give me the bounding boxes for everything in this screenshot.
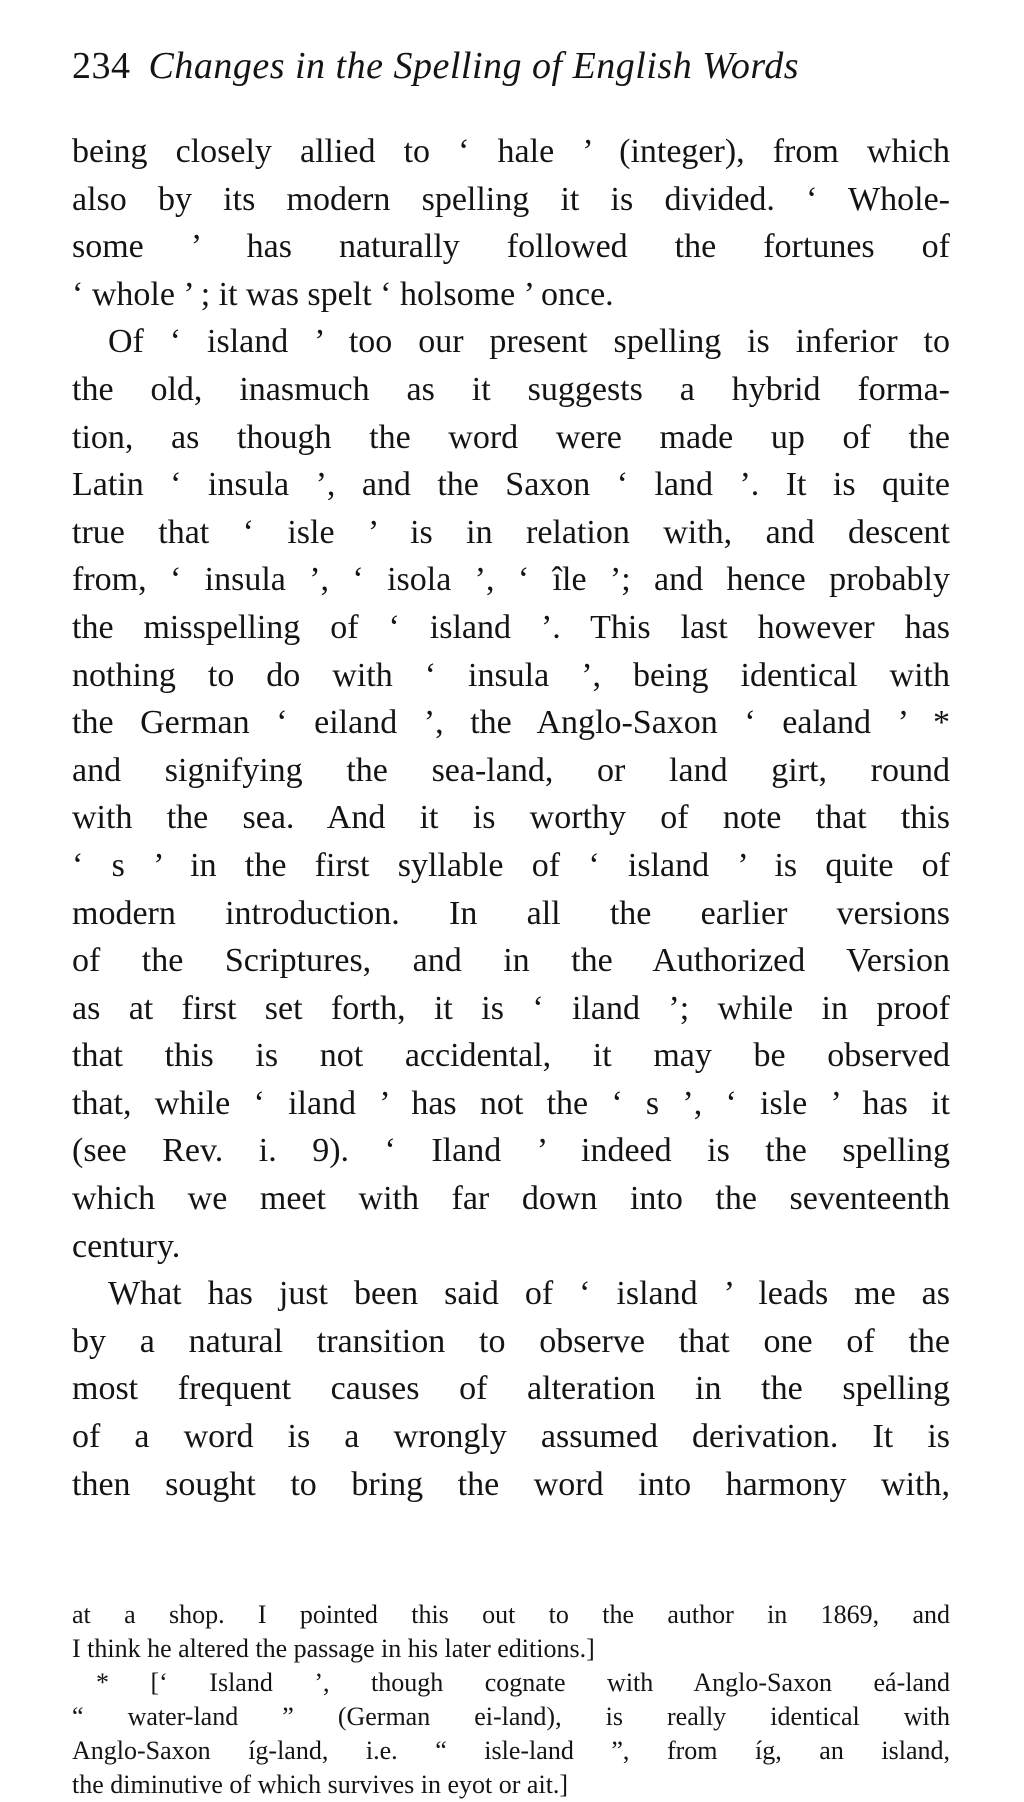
body-line: from, ‘ insula ’, ‘ isola ’, ‘ île ’; and hence probably xyxy=(72,561,950,599)
running-title: Changes in the Spelling of English Words xyxy=(148,45,800,87)
body-line: with the sea. And it is worthy of note that this xyxy=(72,799,950,837)
body-line: that, while ‘ iland ’ has not the ‘ s ’, ‘ isle ’ has it xyxy=(72,1084,950,1122)
body-line: the German ‘ eiland ’, the Anglo-Saxon ‘ ealand ’ * xyxy=(72,704,950,742)
body-line: modern introduction. In all the earlier versions xyxy=(72,894,950,932)
body-line: then sought to bring the word into harmony with, xyxy=(72,1465,950,1503)
footnote-line: I think he altered the passage in his later editions.] xyxy=(72,1634,595,1663)
paragraph-start-line: What has just been said of ‘ island ’ leads me as xyxy=(108,1275,950,1313)
body-line: as at first set forth, it is ‘ iland ’; while in proof xyxy=(72,989,950,1027)
body-line: tion, as though the word were made up of the xyxy=(72,418,950,456)
body-line: being closely allied to ‘ hale ’ (integer), from which xyxy=(72,133,950,170)
body-line: and signifying the sea-land, or land girt, round xyxy=(72,751,950,789)
footnote-line: Anglo-Saxon íg-land, i.e. “ isle-land ”, from íg, an island, xyxy=(72,1736,950,1765)
body-line: some ’ has naturally followed the fortunes of xyxy=(72,228,950,266)
footnote-line: * [‘ Island ’, though cognate with Anglo-Saxon eá-land xyxy=(96,1668,950,1697)
paragraph-start-line: Of ‘ island ’ too our present spelling is inferior to xyxy=(108,323,950,361)
body-line: which we meet with far down into the seventeenth xyxy=(72,1180,950,1218)
body-line: of the Scriptures, and in the Authorized Version xyxy=(72,942,950,980)
footnote-line: at a shop. I pointed this out to the author in 1869, and xyxy=(72,1600,950,1629)
body-line: (see Rev. i. 9). ‘ Iland ’ indeed is the spelling xyxy=(72,1132,950,1170)
body-line: that this is not accidental, it may be observed xyxy=(72,1037,950,1075)
body-line: ‘ whole ’ ; it was spelt ‘ holsome ’ once. xyxy=(72,275,614,313)
body-line: ‘ s ’ in the first syllable of ‘ island ’ is quite of xyxy=(72,846,950,884)
body-line: also by its modern spelling it is divided. ‘ Whole- xyxy=(72,180,950,218)
body-line: nothing to do with ‘ insula ’, being identical with xyxy=(72,656,950,694)
page-number: 234 xyxy=(72,45,131,87)
page-header xyxy=(72,44,952,88)
body-line: true that ‘ isle ’ is in relation with, and descent xyxy=(72,513,950,551)
footnote-line: “ water-land ” (German ei-land), is really identical with xyxy=(72,1702,950,1731)
body-line: the old, inasmuch as it suggests a hybrid forma- xyxy=(72,370,950,408)
body-text xyxy=(72,128,950,1508)
body-line: Latin ‘ insula ’, and the Saxon ‘ land ’. It is quite xyxy=(72,466,950,504)
body-line: the misspelling of ‘ island ’. This last however has xyxy=(72,608,950,646)
body-line: most frequent causes of alteration in the spelling xyxy=(72,1370,950,1408)
footnotes xyxy=(72,1598,950,1802)
body-line: by a natural transition to observe that one of the xyxy=(72,1322,950,1360)
body-line: of a word is a wrongly assumed derivation. It is xyxy=(72,1418,950,1456)
footnote-line: the diminutive of which survives in eyot or ait.] xyxy=(72,1770,569,1799)
body-line: century. xyxy=(72,1227,181,1265)
